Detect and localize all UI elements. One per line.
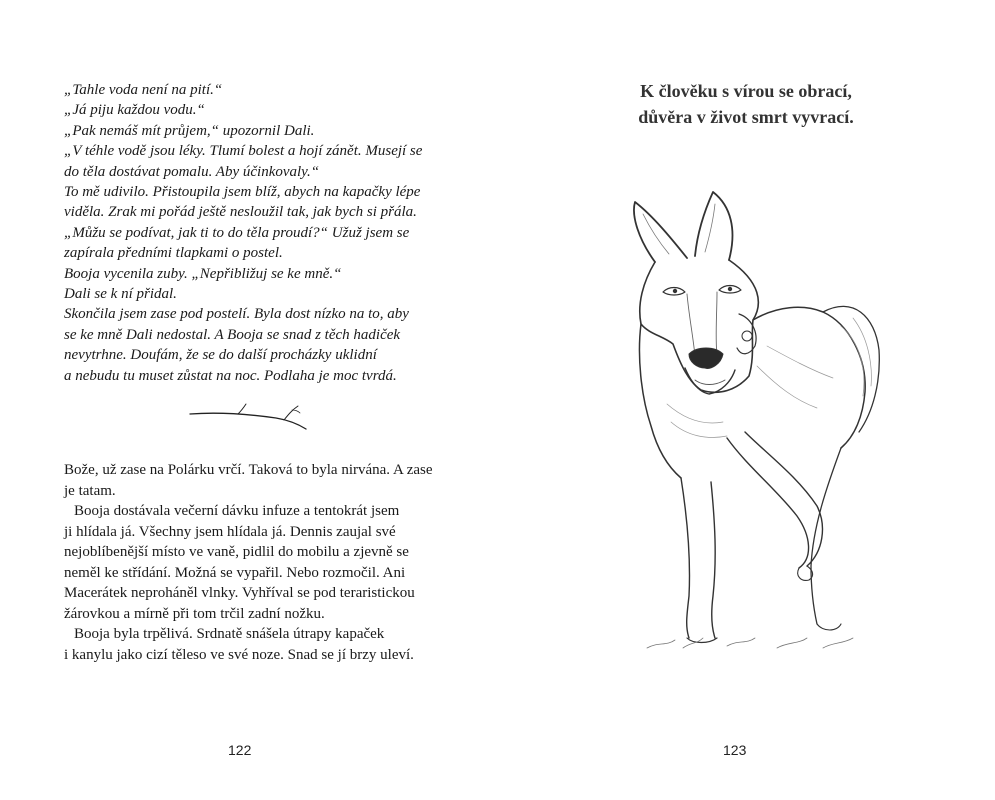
page-number: 123 <box>723 742 747 758</box>
running-wolf-illustration <box>627 186 887 656</box>
text-line: „Pak nemáš mít průjem,“ upozornil Dali. <box>64 122 315 139</box>
text-line: Booja byla trpělivá. Srdnatě snášela útrapy kapaček <box>74 626 385 642</box>
motto-line: K člověku s vírou se obrací, <box>640 81 852 101</box>
text-line: viděla. Zrak mi pořád ještě nesloužil tak, jak bych si přála. <box>64 204 417 221</box>
text-line: žárovkou a mírně při tom trčil zadní nožku. <box>64 605 325 622</box>
text-line: „Já piju každou vodu.“ <box>64 102 205 119</box>
text-line: Bože, už zase na Polárku vrčí. Taková to byla nirvána. A zase <box>64 462 433 478</box>
text-line: zapírala předními tlapkami o postel. <box>64 245 283 262</box>
chapter-motto <box>497 78 995 130</box>
text-line: Dali se k ní přidal. <box>64 286 177 303</box>
right-page <box>497 0 995 800</box>
text-line: ji hlídala já. Všechny jsem hlídala já. Dennis zaujal své <box>64 523 396 540</box>
text-line: Booja vycenila zuby. „Nepřibližuj se ke mně.“ <box>64 265 342 282</box>
text-line: je tatam. <box>64 482 116 499</box>
text-line: „Můžu se podívat, jak ti to do těla proudí?“ Užuž jsem se <box>64 224 410 241</box>
text-line: nevytrhne. Doufám, že se do další procházky uklidní <box>64 347 377 364</box>
text-line: neměl ke střídání. Možná se vypařil. Nebo rozmočil. Ani <box>64 564 406 581</box>
text-line: To mě udivilo. Přistoupila jsem blíž, abych na kapačky lépe <box>64 184 421 201</box>
text-line: „Tahle voda není na pití.“ <box>64 82 223 98</box>
motto-line: důvěra v život smrt vyvrací. <box>638 107 854 127</box>
text-line: i kanylu jako cizí těleso ve své noze. Snad se jí brzy uleví. <box>64 646 414 663</box>
text-line: Booja dostávala večerní dávku infuze a tentokrát jsem <box>74 503 400 519</box>
text-line: nejoblíbenější místo ve vaně, pidlil do mobilu a zjevně se <box>64 544 409 560</box>
text-line: a nebudu tu muset zůstat na noc. Podlaha je moc tvrdá. <box>64 367 397 384</box>
text-line: se ke mně Dali nedostal. A Booja se snad z těch hadiček <box>64 326 401 343</box>
text-line: do těla dostávat pomalu. Aby účinkovaly.“ <box>64 163 320 180</box>
text-line: Skončila jsem zase pod postelí. Byla dost nízko na to, aby <box>64 306 409 323</box>
text-line: Macerátek neproháněl vlnky. Vyhříval se pod teraristickou <box>64 585 415 601</box>
left-page <box>0 0 497 800</box>
twig-divider-icon <box>188 398 310 434</box>
page-number: 122 <box>228 742 252 758</box>
dialogue-paragraph <box>64 80 434 386</box>
narrative-paragraph <box>64 460 444 665</box>
text-line: „V téhle vodě jsou léky. Tlumí bolest a hojí zánět. Musejí se <box>64 143 423 160</box>
